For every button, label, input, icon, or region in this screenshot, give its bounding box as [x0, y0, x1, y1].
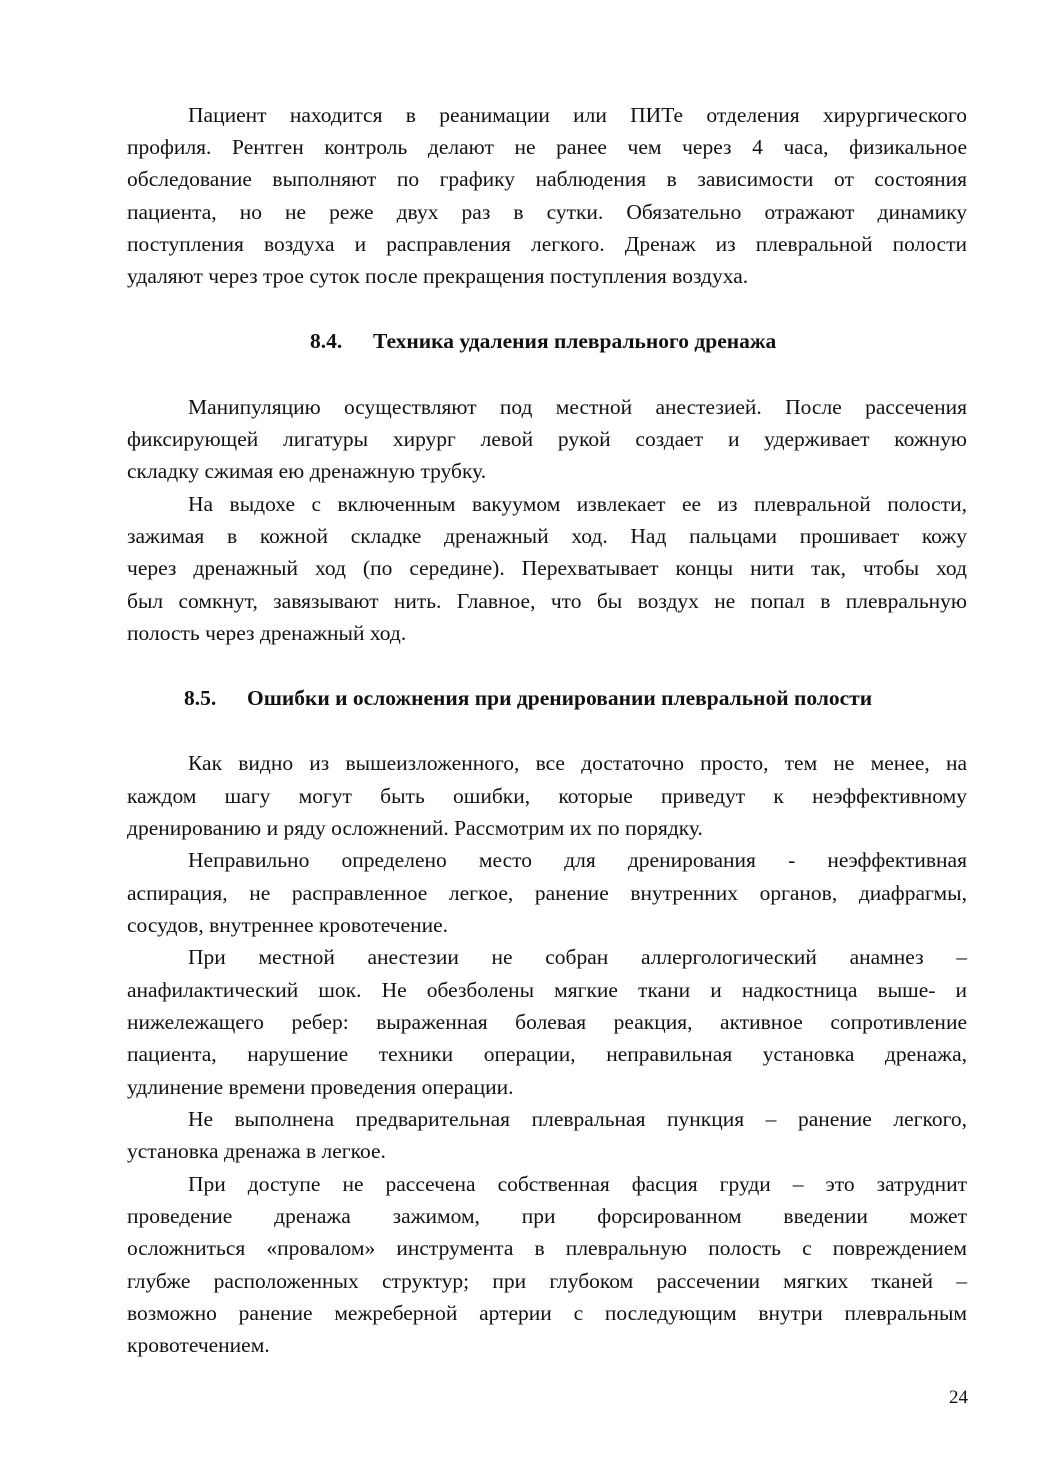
section-heading: [310, 325, 776, 357]
text-line: профиля. Рентген контроль делают не ранее чем через 4 часа, физикальное: [127, 135, 967, 159]
text-line: установка дренажа в легкое.: [127, 1139, 386, 1163]
text-line: Не выполнена предварительная плевральная пункция – ранение легкого,: [188, 1107, 967, 1131]
text-line: складку сжимая ею дренажную трубку.: [127, 459, 487, 483]
section-title: Техника удаления плеврального дренажа: [373, 329, 777, 353]
text-line: нижележащего ребер: выраженная болевая реакция, активное сопротивление: [127, 1010, 967, 1034]
text-line: анафилактический шок. Не обезболены мягкие ткани и надкостница выше- и: [127, 978, 967, 1002]
text-line: аспирация, не расправленное легкое, ранение внутренних органов, диафрагмы,: [127, 881, 967, 905]
text-line: осложниться «провалом» инструмента в плевральную полость с повреждением: [127, 1236, 967, 1260]
text-line: Как видно из вышеизложенного, все достаточно просто, тем не менее, на: [188, 751, 967, 775]
text-line: При местной анестезии не собран аллергологический анамнез –: [188, 945, 967, 969]
page-number: 24: [949, 1387, 968, 1408]
text-line: обследование выполняют по графику наблюдения в зависимости от состояния: [127, 167, 967, 191]
text-line: зажимая в кожной складке дренажный ход. Над пальцами прошивает кожу: [127, 524, 967, 548]
text-line: поступления воздуха и расправления легкого. Дренаж из плевральной полости: [127, 232, 967, 256]
section-number: 8.5.: [184, 686, 217, 710]
text-line: фиксирующей лигатуры хирург левой рукой создает и удерживает кожную: [127, 427, 967, 451]
text-line: На выдохе с включенным вакуумом извлекает ее из плевральной полости,: [188, 492, 967, 516]
text-line: сосудов, внутреннее кровотечение.: [127, 913, 449, 937]
text-line: удлинение времени проведения операции.: [127, 1075, 514, 1099]
text-line: был сомкнут, завязывают нить. Главное, что бы воздух не попал в плевральную: [127, 589, 967, 613]
text-line: Пациент находится в реанимации или ПИТе отделения хирургического: [188, 103, 967, 127]
section-heading: [184, 682, 872, 714]
text-line: пациента, но не реже двух раз в сутки. Обязательно отражают динамику: [127, 200, 967, 224]
text-line: пациента, нарушение техники операции, неправильная установка дренажа,: [127, 1042, 967, 1066]
text-line: возможно ранение межреберной артерии с последующим внутри плевральным: [127, 1301, 967, 1325]
text-line: Манипуляцию осуществляют под местной анестезией. После рассечения: [188, 395, 967, 419]
text-line: через дренажный ход (по середине). Перехватывает концы нити так, чтобы ход: [127, 556, 967, 580]
text-line: дренированию и ряду осложнений. Рассмотрим их по порядку.: [127, 816, 703, 840]
text-line: глубже расположенных структур; при глубоком рассечении мягких тканей –: [127, 1269, 967, 1293]
text-line: проведение дренажа зажимом, при форсированном введении может: [127, 1204, 967, 1228]
section-title: Ошибки и осложнения при дренировании плевральной полости: [247, 686, 873, 710]
section-number: 8.4.: [310, 329, 343, 353]
text-line: каждом шагу могут быть ошибки, которые приведут к неэффективному: [127, 784, 967, 808]
text-line: При доступе не рассечена собственная фасция груди – это затруднит: [188, 1172, 967, 1196]
text-line: кровотечением.: [127, 1333, 270, 1357]
text-line: удаляют через трое суток после прекращения поступления воздуха.: [127, 264, 749, 288]
text-line: Неправильно определено место для дренирования - неэффективная: [188, 848, 967, 872]
text-line: полость через дренажный ход.: [127, 621, 407, 645]
